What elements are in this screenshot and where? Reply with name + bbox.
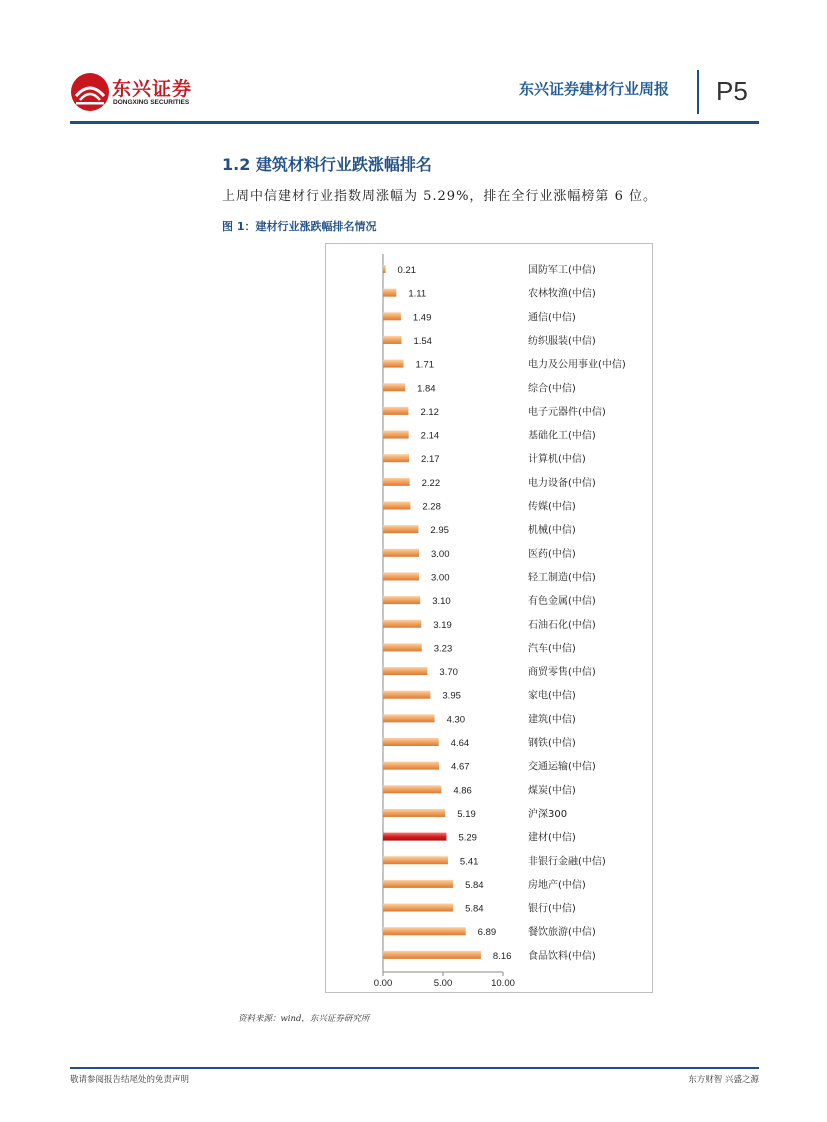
chart-bar [383,785,441,793]
bar-value-label: 2.95 [430,525,449,537]
chart-bar [383,265,386,273]
bar-value-label: 5.19 [457,808,476,820]
bar-value-label: 3.00 [431,572,450,584]
category-label: 家电(中信) [528,690,576,702]
bar-value-label: 5.29 [458,832,477,844]
category-label: 石油石化(中信) [528,619,596,631]
bar-value-label: 2.28 [422,501,441,513]
bar-value-label: 3.95 [442,690,461,702]
category-label: 国防军工(中信) [528,265,596,276]
bar-value-label: 2.17 [421,454,440,466]
category-label: 医药(中信) [528,548,576,560]
logo-text-en: DONGXING SECURITIES [113,99,190,106]
chart-bar [383,289,396,297]
chart-bar [383,596,420,604]
bar-value-label: 2.12 [420,406,439,418]
category-label: 计算机(中信) [528,454,586,466]
bar-value-label: 0.21 [397,265,417,276]
bar-value-label: 3.23 [433,643,453,655]
chart-bar [383,431,409,439]
category-label: 农林牧渔(中信) [528,288,596,300]
bar-value-label: 5.84 [465,903,484,915]
header-rule [70,121,759,124]
bar-value-label: 3.70 [439,667,458,679]
category-label: 房地产(中信) [528,879,586,891]
bar-value-label: 2.14 [420,430,440,442]
chart-bar [383,880,453,888]
bar-value-label: 6.89 [477,927,497,939]
chart-bar [383,525,418,533]
chart-bar [383,643,422,651]
chart-bar [383,383,405,391]
bar-value-label: 1.54 [413,335,432,347]
ranking-chart [325,243,653,993]
category-label: 钢铁(中信) [528,738,576,749]
footer-rule [70,1067,759,1069]
chart-bar [383,738,439,746]
category-label: 传媒(中信) [528,501,576,513]
category-label: 建材(中信) [528,832,576,844]
category-label: 机械(中信) [528,525,576,537]
chart-bar [383,927,466,935]
category-label: 电力设备(中信) [528,477,596,489]
bar-value-label: 5.84 [465,879,484,891]
bar-value-label: 5.41 [459,856,479,868]
bar-value-label: 4.67 [451,761,470,773]
bar-value-label: 4.30 [446,714,466,726]
bar-value-label: 1.84 [417,383,436,395]
chart-bar [383,856,448,864]
x-tick-label: 5.00 [433,978,453,989]
chart-bar [383,809,445,817]
category-label: 交通运输(中信) [528,761,596,773]
category-label: 基础化工(中信) [528,430,596,442]
category-label: 汽车(中信) [528,643,576,655]
category-label: 煤炭(中信) [528,785,576,797]
bar-value-label: 4.86 [453,785,472,797]
bar-value-label: 1.49 [412,312,432,324]
logo-icon [70,72,110,112]
category-label: 通信(中信) [528,312,576,324]
chart-bar [383,312,401,320]
ranking-chart-svg [326,244,652,992]
chart-bar [383,833,446,841]
bar-value-label: 1.11 [408,288,427,300]
chart-bar [383,667,427,675]
chart-bar [383,360,404,368]
chart-bar [383,336,401,344]
category-label: 非银行金融(中信) [528,856,606,868]
category-label: 综合(中信) [528,383,576,395]
bar-value-label: 8.16 [492,950,512,962]
chart-bar [383,478,410,486]
category-label: 商贸零售(中信) [528,667,596,679]
bar-value-label: 1.71 [415,359,435,371]
bar-value-label: 3.19 [433,619,452,631]
logo-text-cn: 东兴证券 [112,78,193,100]
report-title: 东兴证券建材行业周报 [519,80,670,98]
disclaimer-note: 敬请参阅报告结尾处的免责声明 [70,1075,190,1085]
category-label: 纺织服装(中信) [528,335,596,347]
category-label: 建筑(中信) [528,714,576,726]
chart-bar [383,454,409,462]
body-paragraph: 上周中信建材行业指数周涨幅为 5.29%，排在全行业涨幅榜第 6 位。 [222,189,657,204]
x-tick-label: 10.00 [491,978,515,989]
category-label: 沪深300 [528,808,568,820]
bar-value-label: 2.22 [421,477,441,489]
chart-bar [383,951,481,959]
chart-bar [383,502,410,510]
bar-value-label: 3.00 [431,548,450,560]
x-tick-label: 0.00 [373,978,393,989]
category-label: 餐饮旅游(中信) [528,927,596,939]
category-label: 银行(中信) [528,903,576,915]
chart-bar [383,691,430,699]
chart-bar [383,762,439,770]
category-label: 有色金属(中信) [528,596,596,608]
chart-bar [383,572,419,580]
chart-bar [383,904,453,912]
company-logo [70,70,200,116]
category-label: 电力及公用事业(中信) [528,359,626,371]
bar-value-label: 3.10 [432,596,451,608]
category-label: 食品饮料(中信) [528,950,596,962]
category-label: 轻工制造(中信) [528,572,596,584]
figure-caption: 图 1：建材行业涨跌幅排名情况 [222,220,377,233]
bar-value-label: 4.64 [450,738,470,749]
chart-bar [383,407,408,415]
header-divider [697,70,699,114]
chart-bar [383,549,419,557]
category-label: 电子元器件(中信) [528,406,606,418]
footer-slogan: 东方财智 兴盛之源 [688,1075,759,1085]
source-note: 资料来源：wind，东兴证券研究所 [238,1014,370,1024]
page-number: P5 [716,76,748,106]
chart-bar [383,620,421,628]
section-heading: 1.2 建筑材料行业跌涨幅排名 [222,155,432,174]
chart-bar [383,714,435,722]
